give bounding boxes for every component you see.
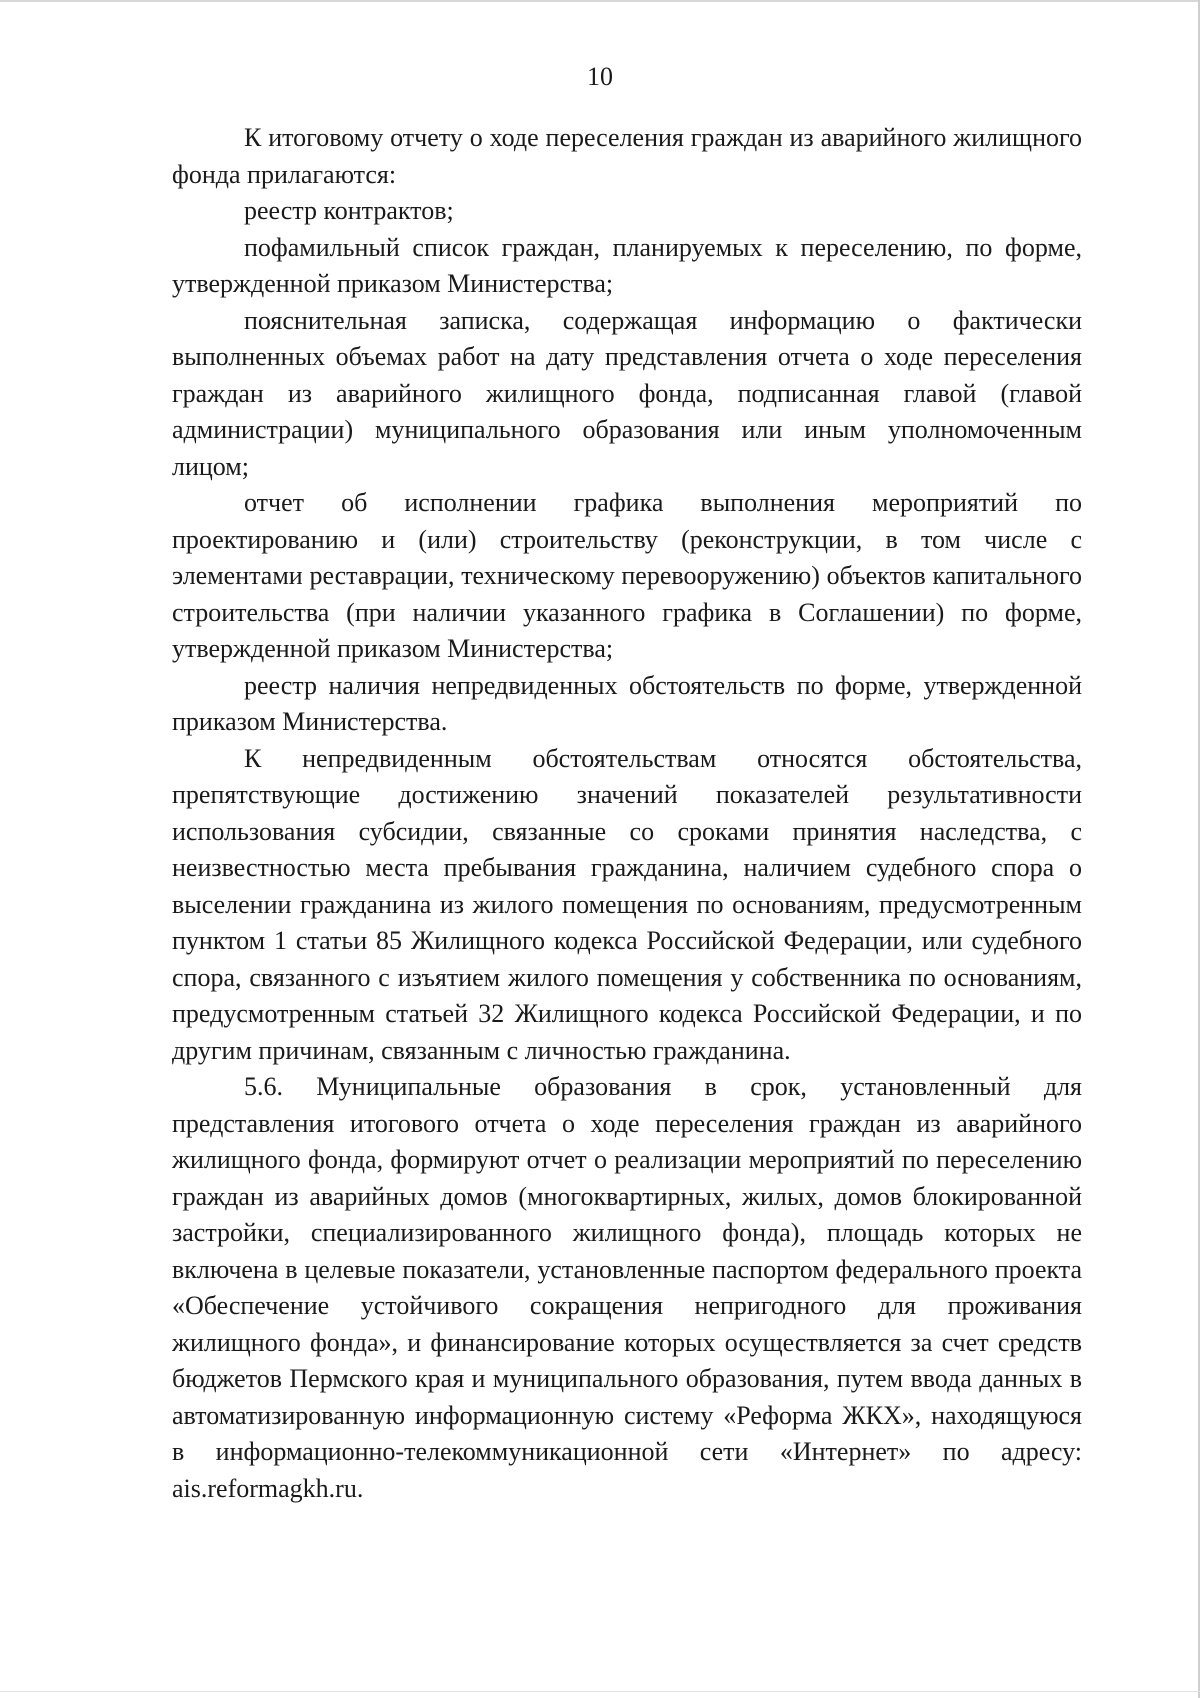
paragraph-unforeseen-registry: реестр наличия непредвиденных обстоятельств по форме, утвержденной приказом Министерства.: [172, 670, 1082, 736]
paragraph-unforeseen-circumstances: К непредвиденным обстоятельствам относятся обстоятельства, препятствующие достижению значений показателей результативности использования субсидии, связанные со сроками принятия наследства, с неизвестностью места пребывания гражданина, наличием судебного спора о выселении гражданина из жилого помещения по основаниям, предусмотренным пунктом 1 статьи 85 Жилищного кодекса Российской Федерации, или судебного спора, связанного с изъятием жилого помещения у собственника по основаниям, предусмотренным статьей 32 Жилищного кодекса Российской Федерации, и по другим причинам, связанным с личностью гражданина.: [172, 743, 1082, 1065]
paragraph-section-5-6: 5.6. Муниципальные образования в срок, установленный для представления итогового отчета о ходе переселения граждан из аварийного жилищного фонда, формируют отчет о реализации мероприятий по переселению граждан из аварийных домов (многоквартирных, жилых, домов блокированной застройки, специализированного жилищного фонда), площадь которых не включена в целевые показатели, установленные паспортом федерального проекта «Обеспечение устойчивого сокращения непригодного для проживания жилищного фонда», и финансирование которых осуществляется за счет средств бюджетов Пермского края и муниципального образования, путем ввода данных в автоматизированную информационную систему «Реформа ЖКХ», находящуюся в информационно-телекоммуникационной сети «Интернет» по адресу: ais.reformagkh.ru.: [172, 1072, 1082, 1503]
paragraph-explanatory-note: пояснительная записка, содержащая информацию о фактически выполненных объемах работ на дату представления отчета о ходе переселения граждан из аварийного жилищного фонда, подписанная главой (главой администрации) муниципального образования или иным уполномоченным лицом;: [172, 305, 1082, 481]
paragraph-attachments-intro: К итоговому отчету о ходе переселения граждан из аварийного жилищного фонда прилагаются:: [172, 123, 1082, 189]
document-body: [172, 120, 1082, 1507]
scan-edge-top: [0, 0, 1200, 2]
paragraph-citizens-list: пофамильный список граждан, планируемых к переселению, по форме, утвержденной приказом Министерства;: [172, 232, 1082, 298]
scan-edge-bottom: [0, 1691, 1200, 1692]
paragraph-schedule-report: отчет об исполнении графика выполнения мероприятий по проектированию и (или) строительству (реконструкции, в том числе с элементами реставрации, техническому перевооружению) объектов капитального строительства (при наличии указанного графика в Соглашении) по форме, утвержденной приказом Министерства;: [172, 488, 1082, 663]
paragraph-contracts-registry: реестр контрактов;: [244, 196, 454, 225]
page-number: 10: [587, 62, 613, 91]
